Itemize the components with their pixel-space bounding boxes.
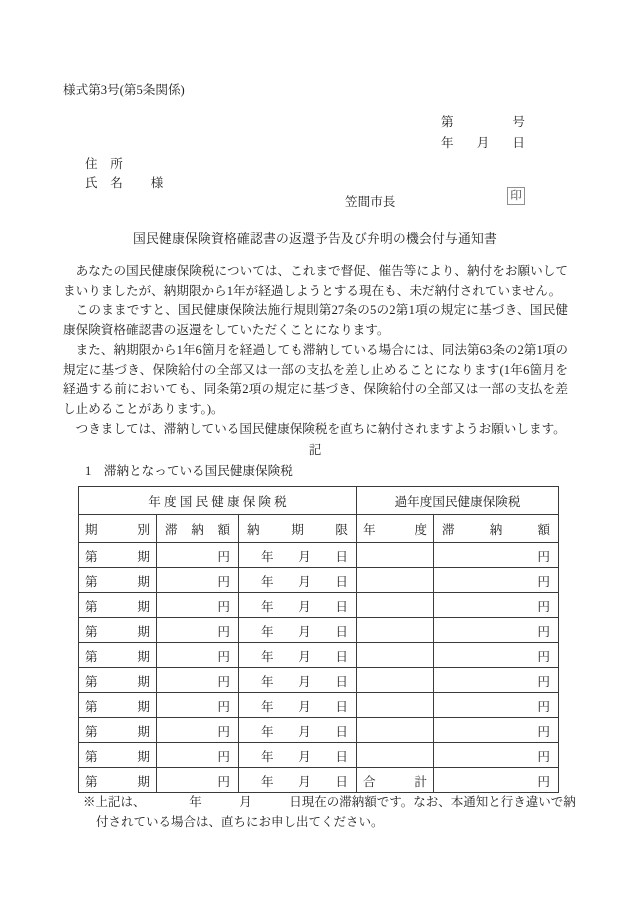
paragraph-4: つきましては、滞納している国民健康保険税を直ちに納付されますようお願いします。 xyxy=(75,421,566,436)
cell-period: 第 期 xyxy=(79,593,157,618)
date-month-label: 月 xyxy=(476,136,490,150)
cell-amount: 円 xyxy=(157,693,239,718)
col-header-arrears-amount: 滞 納 額 xyxy=(157,515,239,543)
cell-period: 第 期 xyxy=(79,718,157,743)
doc-no-prefix: 第 xyxy=(441,115,454,129)
cell-due-date: 年 月 日 xyxy=(239,668,357,693)
group-header-current-year: 年 度 国 民 健 康 保 険 税 xyxy=(79,487,357,515)
cell-due-date: 年 月 日 xyxy=(239,543,357,568)
table-row xyxy=(79,543,559,568)
cell-py-amount: 円 xyxy=(434,543,559,568)
cell-amount: 円 xyxy=(157,718,239,743)
document-number-line xyxy=(441,111,525,130)
document-title: 国民健康保険資格確認書の返還予告及び弁明の機会付与通知書 xyxy=(133,232,497,246)
col-header-fiscal-year: 年 度 xyxy=(357,515,434,543)
cell-py-amount: 円 xyxy=(434,768,559,793)
cell-period: 第 期 xyxy=(79,743,157,768)
cell-py-amount: 円 xyxy=(434,693,559,718)
table-row xyxy=(79,693,559,718)
table-group-header-row xyxy=(79,487,559,515)
paragraph-1: あなたの国民健康保険税については、これまで督促、催告等により、納付をお願いしてまいりましたが、納期限から1年が経過しようとする現在も、未だ納付されていません。 xyxy=(63,264,568,298)
cell-amount: 円 xyxy=(157,643,239,668)
cell-period: 第 期 xyxy=(79,643,157,668)
cell-period: 第 期 xyxy=(79,543,157,568)
cell-py-year xyxy=(357,743,434,768)
cell-due-date: 年 月 日 xyxy=(239,618,357,643)
issue-date-line xyxy=(441,132,525,151)
cell-amount: 円 xyxy=(157,768,239,793)
cell-due-date: 年 月 日 xyxy=(239,568,357,593)
date-day-label: 日 xyxy=(512,136,525,150)
cell-py-year xyxy=(357,668,434,693)
cell-py-year xyxy=(357,693,434,718)
table-row xyxy=(79,718,559,743)
section1-heading: 1 滞納となっている国民健康保険税 xyxy=(85,464,293,478)
cell-amount: 円 xyxy=(157,618,239,643)
name-line xyxy=(85,172,163,191)
ki-separator: 記 xyxy=(308,443,322,457)
cell-py-year xyxy=(357,618,434,643)
paragraph-3: また、納期限から1年6箇月を経過しても滞納している場合には、同法第63条の2第1項の規定に基づき、保険給付の全部又は一部の支払を差し止めることになります(1年6箇月を経過する前においても、同条第2項の規定に基づき、保険給付の全部又は一部の支払を差し止めることがあります。)。 xyxy=(63,342,568,416)
honorific-label: 様 xyxy=(150,176,164,190)
cell-due-date: 年 月 日 xyxy=(239,768,357,793)
cell-py-amount: 円 xyxy=(434,743,559,768)
form-number-label: 様式第3号(第5条関係) xyxy=(63,83,185,97)
cell-py-year xyxy=(357,643,434,668)
col-header-py-arrears-amount: 滞 納 額 xyxy=(434,515,559,543)
cell-due-date: 年 月 日 xyxy=(239,718,357,743)
cell-amount: 円 xyxy=(157,668,239,693)
cell-due-date: 年 月 日 xyxy=(239,593,357,618)
table-row xyxy=(79,593,559,618)
cell-py-amount: 円 xyxy=(434,718,559,743)
table-row xyxy=(79,568,559,593)
address-label: 住 所 xyxy=(85,157,123,171)
group-header-prior-years: 過年度国民健康保険税 xyxy=(357,487,559,515)
cell-py-amount: 円 xyxy=(434,643,559,668)
cell-amount: 円 xyxy=(157,568,239,593)
col-header-period: 期 別 xyxy=(79,515,157,543)
table-header-row xyxy=(79,515,559,543)
cell-py-year xyxy=(357,593,434,618)
arrears-table-container xyxy=(78,486,559,793)
cell-py-amount: 円 xyxy=(434,593,559,618)
cell-period: 第 期 xyxy=(79,768,157,793)
col-header-due-date: 納 期 限 xyxy=(239,515,357,543)
cell-py-year xyxy=(357,718,434,743)
cell-amount: 円 xyxy=(157,743,239,768)
body-text xyxy=(63,262,568,439)
date-year-label: 年 xyxy=(441,136,454,150)
cell-amount: 円 xyxy=(157,543,239,568)
cell-total-label: 合 計 xyxy=(357,768,434,793)
cell-period: 第 期 xyxy=(79,618,157,643)
paragraph-2: このままですと、国民健康保険法施行規則第27条の5の2第1項の規定に基づき、国民健康保険資格確認書の返還をしていただくことになります。 xyxy=(63,303,568,338)
arrears-table xyxy=(78,486,559,793)
footnote: ※上記は、 年 月 日現在の滞納額です。なお、本通知と行き違いで納付されている場合は、直ちにお申し出てください。 xyxy=(83,795,576,829)
cell-due-date: 年 月 日 xyxy=(239,693,357,718)
cell-py-amount: 円 xyxy=(434,568,559,593)
cell-py-year xyxy=(357,543,434,568)
cell-period: 第 期 xyxy=(79,668,157,693)
table-row xyxy=(79,743,559,768)
table-row-total xyxy=(79,768,559,793)
cell-py-amount: 円 xyxy=(434,618,559,643)
doc-no-suffix: 号 xyxy=(512,115,525,129)
name-label: 氏 名 xyxy=(85,176,123,190)
table-row xyxy=(79,643,559,668)
cell-amount: 円 xyxy=(157,593,239,618)
cell-period: 第 期 xyxy=(79,568,157,593)
table-row xyxy=(79,668,559,693)
cell-py-year xyxy=(357,568,434,593)
cell-due-date: 年 月 日 xyxy=(239,743,357,768)
mayor-signature: 笠間市長 xyxy=(345,195,396,209)
cell-py-amount: 円 xyxy=(434,668,559,693)
seal-placeholder: 印 xyxy=(507,187,525,205)
cell-period: 第 期 xyxy=(79,693,157,718)
table-row xyxy=(79,618,559,643)
cell-due-date: 年 月 日 xyxy=(239,643,357,668)
